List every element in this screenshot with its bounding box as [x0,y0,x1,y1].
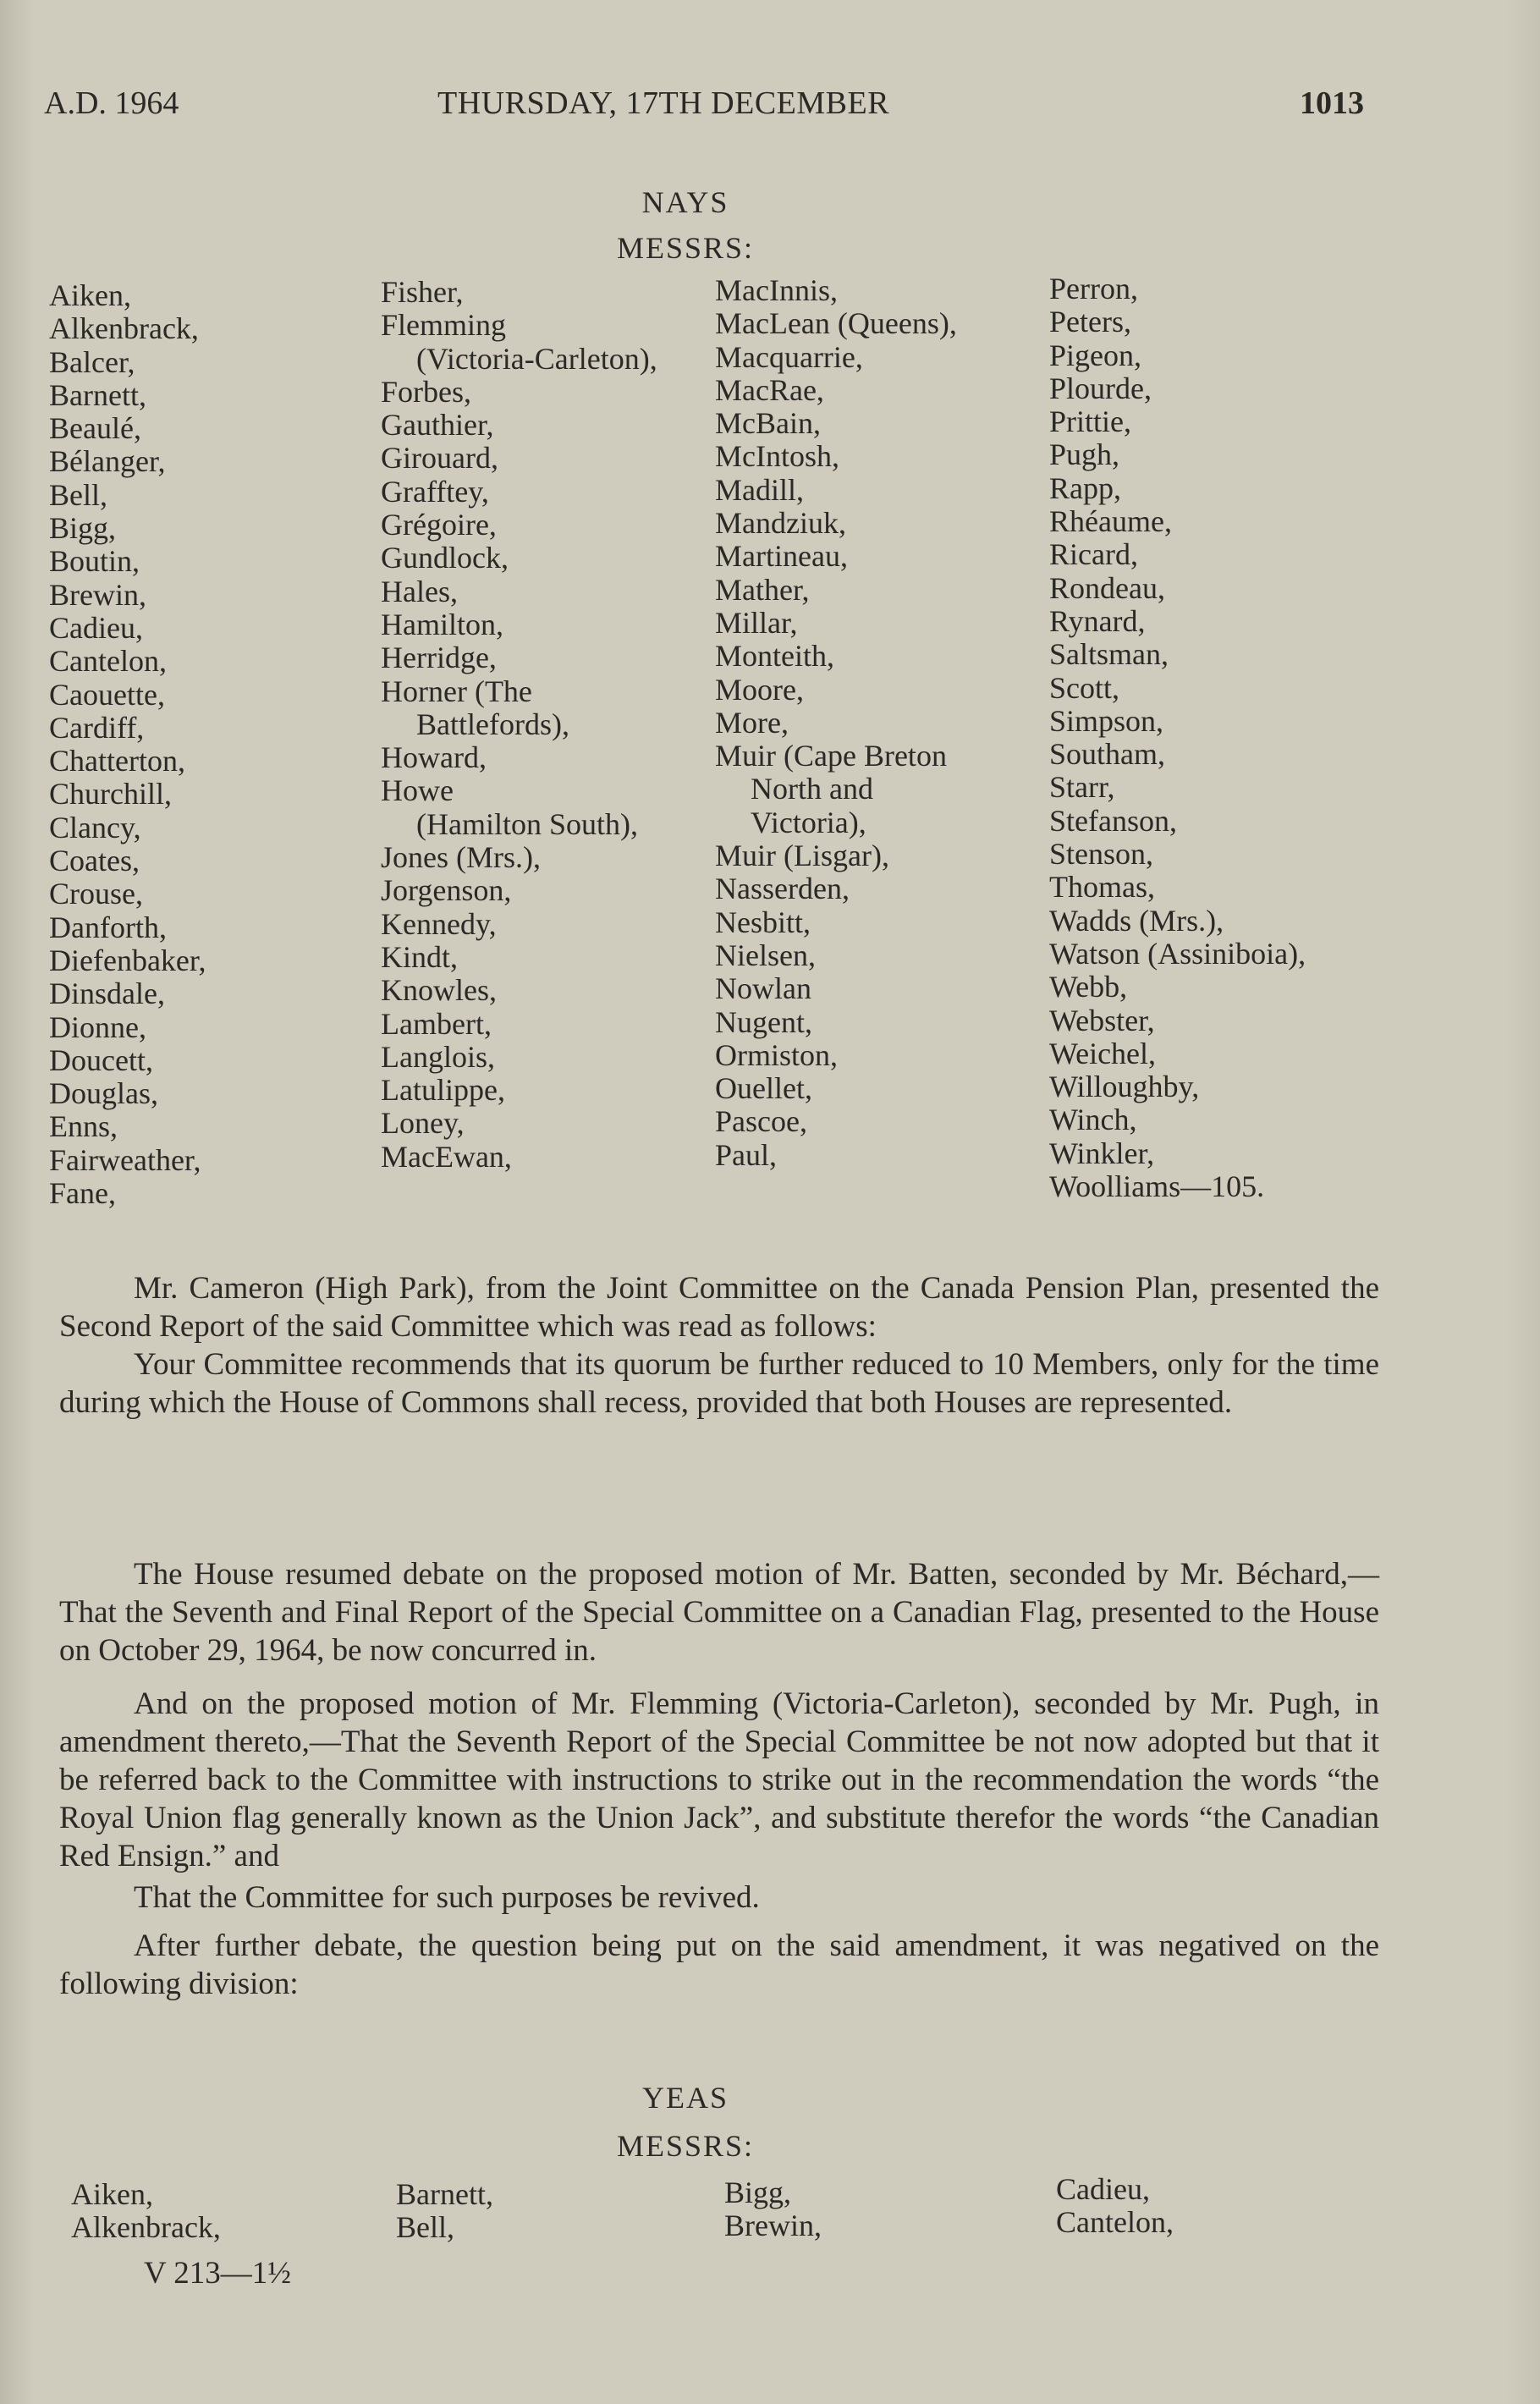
member-name: Nugent, [715,1004,812,1039]
member-name: McIntosh, [715,439,839,474]
member-name: Starr, [1049,770,1115,805]
member-name: Nesbitt, [715,905,811,939]
yeas-messrs: MESSRS: [616,2129,755,2163]
member-name: Langlois, [381,1039,495,1074]
member-name: Webb, [1049,970,1128,1004]
member-name: Hamilton, [381,607,503,641]
nays-column-4 [1049,272,1306,1203]
member-name: Howard, [381,740,487,775]
member-name: Nowlan [715,971,811,1006]
member-name: Fane, [49,1176,116,1211]
member-name: Stenson, [1049,837,1154,872]
paragraph: The House resumed debate on the proposed motion of Mr. Batten, seconded by Mr. Béchard,—That the Seventh and Final Report of the Special Committee on a Canadian Flag, presented to the House on October 29, 1964, be now concurred in. [59,1557,1379,1668]
member-name: Wadds (Mrs.), [1049,903,1224,938]
member-name: Victoria), [751,805,866,839]
member-name: Peters, [1049,305,1131,339]
member-name: Winkler, [1049,1136,1155,1170]
member-name: Clancy, [49,810,141,844]
member-name: MacInnis, [715,273,838,307]
member-name: MacRae, [715,372,824,407]
debate-section [59,1555,1379,2003]
member-name: Macquarrie, [715,339,863,374]
member-name: Kindt, [381,939,459,974]
nays-column-1 [49,279,206,1210]
member-name: Aiken, [71,2177,153,2211]
page-number: 1013 [1300,85,1364,121]
paragraph: And on the proposed motion of Mr. Flemming (Victoria-Carleton), seconded by Mr. Pugh, in amendment thereto,—That the Seventh Report of the Special Committee be not now adopted but that it be referred back to the Committee with instructions to strike out in the recommendation the words “the Royal Union flag generally known as the Union Jack”, and substitute therefor the words “the Canadian Red Ensign.” and [59,1686,1379,1873]
member-name: Cardiff, [49,710,145,745]
member-name: Willoughby, [1049,1070,1200,1104]
member-name: Paul, [715,1137,778,1172]
member-name: Diefenbaker, [49,943,206,977]
member-name: Brewin, [49,577,146,612]
member-name: North and [751,772,873,806]
member-name: Nielsen, [715,938,816,972]
member-name: Battlefords), [416,707,569,741]
member-name: Dinsdale, [49,976,165,1011]
member-name: Saltsman, [1049,637,1169,672]
member-name: Rondeau, [1049,570,1165,605]
member-name: Bigg, [724,2176,792,2209]
member-name: Woolliams—105. [1049,1169,1265,1204]
member-name: Rhéaume, [1049,504,1172,539]
member-name: Pigeon, [1049,338,1142,372]
year-label: A.D. 1964 [44,85,179,121]
member-name: Muir (Lisgar), [715,839,889,873]
member-name: Girouard, [381,441,498,476]
member-name: Hales, [381,574,458,608]
member-name: Rapp, [1049,470,1121,505]
member-name: Winch, [1049,1103,1137,1137]
member-name: Southam, [1049,737,1166,772]
member-name: Grafftey, [381,474,489,509]
member-name: Knowles, [381,973,497,1008]
member-name: Balcer, [49,344,135,379]
member-name: Grégoire, [381,508,497,542]
member-name: Barnett, [396,2177,493,2211]
member-name: Horner (The [381,674,532,708]
member-name: Plourde, [1049,371,1152,405]
member-name: Alkenbrack, [49,311,199,346]
member-name: Bélanger, [49,444,166,479]
member-name: Weichel, [1049,1036,1157,1070]
paragraph: Mr. Cameron (High Park), from the Joint Committee on the Canada Pension Plan, presented the Second Report of the said Committee which was read as follows: [59,1271,1379,1344]
member-name: Millar, [715,605,798,640]
paragraph: That the Committee for such purposes be revived. [134,1880,760,1915]
member-name: Muir (Cape Breton [715,739,947,773]
member-name: Lambert, [381,1006,492,1041]
member-name: Mather, [715,572,810,607]
member-name: Martineau, [715,539,848,574]
member-name: Monteith, [715,639,834,674]
member-name: Gundlock, [381,541,509,575]
member-name: (Hamilton South), [416,806,638,841]
member-name: Prittie, [1049,404,1131,439]
member-name: Douglas, [49,1076,158,1111]
paragraph: Your Committee recommends that its quorum be further reduced to 10 Members, only for the time during which the House of Commons shall recess, provided that both Houses are represented. [59,1347,1379,1420]
member-name: Ricard, [1049,537,1138,572]
member-name: Bell, [396,2210,454,2245]
member-name: Kennedy, [381,906,497,941]
member-name: Loney, [381,1106,465,1141]
member-name: Flemming [381,308,507,343]
member-name: Jones (Mrs.), [381,840,541,875]
member-name: Crouse, [49,877,143,911]
member-name: Barnett, [49,377,146,412]
yeas-column-3 [724,2176,822,2243]
member-name: Ormiston, [715,1037,839,1072]
member-name: (Victoria-Carleton), [416,341,657,376]
member-name: Dionne, [49,1009,146,1044]
member-name: More, [715,705,789,740]
member-name: Jorgenson, [381,873,512,908]
date-label: THURSDAY, 17TH DECEMBER [437,85,890,121]
member-name: MacLean (Queens), [715,306,957,341]
member-name: Ouellet, [715,1071,812,1106]
member-name: Perron, [1049,272,1138,305]
yeas-column-1 [71,2178,221,2245]
paragraph: After further debate, the question being put on the said amendment, it was negatived on the following division: [59,1928,1379,2001]
yeas-column-2 [396,2178,493,2245]
member-name: Cadieu, [49,610,143,645]
member-name: Stefanson, [1049,803,1177,838]
member-name: Aiken, [49,278,131,312]
yeas-heading: YEAS [641,2081,729,2115]
member-name: Caouette, [49,677,165,712]
cameron-report-section [59,1269,1379,1422]
member-name: Doucett, [49,1042,153,1077]
member-name: McBain, [715,406,821,441]
nays-messrs: MESSRS: [616,231,755,265]
member-name: Scott, [1049,670,1120,705]
member-name: Beaulé, [49,411,141,446]
member-name: Cantelon, [1056,2205,1174,2240]
member-name: Thomas, [1049,870,1155,905]
member-name: Howe [381,773,454,808]
member-name: Nasserden, [715,872,850,906]
member-name: Cadieu, [1056,2172,1150,2206]
member-name: Chatterton, [49,744,185,778]
member-name: Madill, [715,472,804,507]
member-name: Boutin, [49,544,140,579]
member-name: Mandziuk, [715,506,846,541]
member-name: Fisher, [381,275,464,309]
member-name: Pugh, [1049,437,1120,472]
member-name: Bell, [49,477,107,512]
page-header [44,85,1364,135]
member-name: Danforth, [49,910,167,944]
member-name: Forbes, [381,374,471,409]
signature-mark: V 213—1½ [144,2256,292,2291]
member-name: Watson (Assiniboia), [1049,936,1306,971]
member-name: Enns, [49,1109,118,1144]
member-name: Coates, [49,844,140,878]
nays-column-3 [715,274,957,1172]
member-name: Rynard, [1049,603,1146,638]
nays-column-2 [381,276,657,1174]
member-name: Webster, [1049,1003,1155,1037]
member-name: Gauthier, [381,408,494,443]
member-name: Alkenbrack, [71,2210,221,2245]
member-name: Simpson, [1049,703,1164,738]
member-name: Cantelon, [49,644,167,679]
member-name: Fairweather, [49,1142,201,1177]
member-name: Pascoe, [715,1104,807,1139]
member-name: Latulippe, [381,1073,505,1108]
member-name: MacEwan, [381,1139,512,1174]
member-name: Moore, [715,672,804,707]
yeas-column-4 [1056,2173,1174,2240]
nays-heading: NAYS [641,185,729,219]
member-name: Churchill, [49,777,172,811]
member-name: Herridge, [381,641,497,675]
member-name: Brewin, [724,2209,822,2243]
member-name: Bigg, [49,511,117,546]
